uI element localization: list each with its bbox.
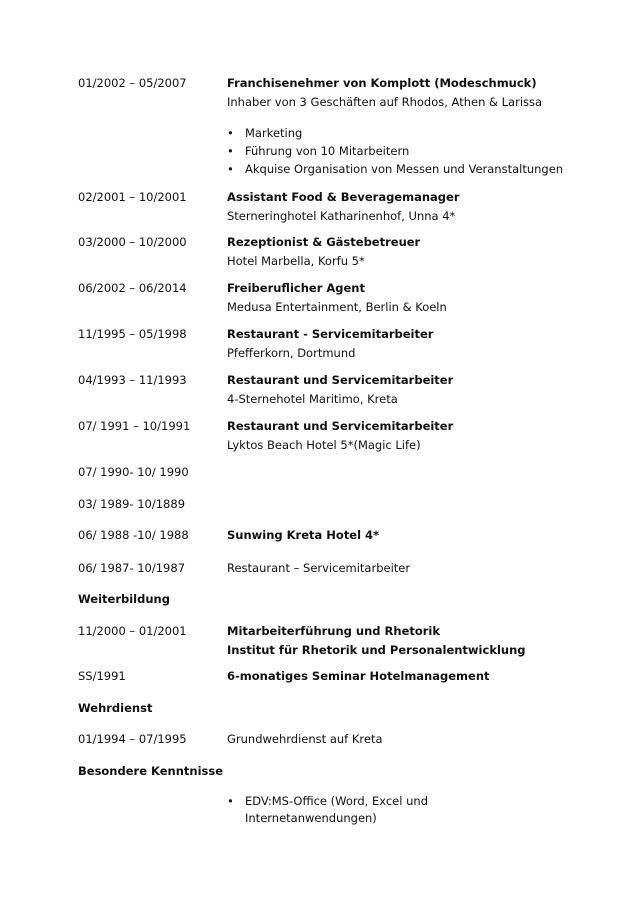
entry-institute: Institut für Rhetorik und Personalentwicklung xyxy=(227,643,526,657)
entry-date: 06/ 1988 -10/ 1988 xyxy=(78,528,189,542)
entry-subtitle: Pfefferkorn, Dortmund xyxy=(227,346,356,360)
entry-subtitle: Inhaber von 3 Geschäften auf Rhodos, Athen & Larissa xyxy=(227,95,543,109)
entry-title: Rezeptionist & Gästebetreuer xyxy=(227,235,421,249)
bullet-text: Akquise Organisation von Messen und Veranstaltungen xyxy=(245,162,564,176)
cv-entry xyxy=(78,561,598,579)
bullet-text: Marketing xyxy=(245,126,303,140)
entry-title: 6-monatiges Seminar Hotelmanagement xyxy=(227,669,490,683)
bullet-icon: • xyxy=(227,144,234,158)
section-heading-wehrdienst: Wehrdienst xyxy=(78,701,153,715)
bullet-text: EDV:MS-Office (Word, Excel und xyxy=(245,794,428,808)
bullet-text: Internetanwendungen) xyxy=(245,811,377,825)
cv-entry xyxy=(78,528,598,546)
entry-title: Freiberuflicher Agent xyxy=(227,281,365,295)
entry-subtitle: 4-Sternehotel Maritimo, Kreta xyxy=(227,392,398,406)
cv-entry xyxy=(78,465,598,483)
cv-entry xyxy=(78,419,598,452)
entry-date: 02/2001 – 10/2001 xyxy=(78,190,187,204)
section-heading-weiterbildung: Weiterbildung xyxy=(78,592,170,606)
cv-entry xyxy=(78,624,598,657)
cv-entry xyxy=(78,327,598,360)
entry-date: 11/2000 – 01/2001 xyxy=(78,624,187,638)
bullet-icon: • xyxy=(227,162,234,176)
cv-entry xyxy=(78,235,598,268)
entry-date: SS/1991 xyxy=(78,669,126,683)
entry-date: 07/ 1990- 10/ 1990 xyxy=(78,465,189,479)
entry-text: Grundwehrdienst auf Kreta xyxy=(227,732,383,746)
entry-date: 04/1993 – 11/1993 xyxy=(78,373,187,387)
section-heading-kenntnisse: Besondere Kenntnisse xyxy=(78,764,224,778)
cv-entry xyxy=(78,190,598,223)
cv-entry xyxy=(78,497,598,515)
bullet-icon: • xyxy=(227,126,234,140)
bullet-icon: • xyxy=(227,794,234,808)
entry-title: Restaurant und Servicemitarbeiter xyxy=(227,373,454,387)
entry-title: Restaurant - Servicemitarbeiter xyxy=(227,327,434,341)
entry-date: 06/2002 – 06/2014 xyxy=(78,281,187,295)
entry-title: Sunwing Kreta Hotel 4* xyxy=(227,528,380,542)
entry-title: Mitarbeiterführung und Rhetorik xyxy=(227,624,441,638)
entry-date: 03/2000 – 10/2000 xyxy=(78,235,187,249)
entry-date: 07/ 1991 – 10/1991 xyxy=(78,419,191,433)
cv-entry xyxy=(78,76,598,109)
entry-title: Assistant Food & Beveragemanager xyxy=(227,190,460,204)
entry-date: 06/ 1987- 10/1987 xyxy=(78,561,186,575)
entry-subtitle: Hotel Marbella, Korfu 5* xyxy=(227,254,365,268)
entry-text: Restaurant – Servicemitarbeiter xyxy=(227,561,411,575)
entry-subtitle: Lyktos Beach Hotel 5*(Magic Life) xyxy=(227,438,421,452)
entry-date: 01/1994 – 07/1995 xyxy=(78,732,187,746)
entry-title: Restaurant und Servicemitarbeiter xyxy=(227,419,454,433)
entry-date: 11/1995 – 05/1998 xyxy=(78,327,187,341)
cv-entry xyxy=(78,669,598,687)
cv-entry xyxy=(78,373,598,406)
cv-entry xyxy=(78,281,598,314)
cv-entry xyxy=(78,732,598,750)
entry-subtitle: Medusa Entertainment, Berlin & Koeln xyxy=(227,300,447,314)
entry-title: Franchisenehmer von Komplott (Modeschmuck) xyxy=(227,76,537,90)
entry-date: 03/ 1989- 10/1889 xyxy=(78,497,186,511)
entry-subtitle: Sterneringhotel Katharinenhof, Unna 4* xyxy=(227,209,456,223)
entry-date: 01/2002 – 05/2007 xyxy=(78,76,187,90)
bullet-text: Führung von 10 Mitarbeitern xyxy=(245,144,410,158)
